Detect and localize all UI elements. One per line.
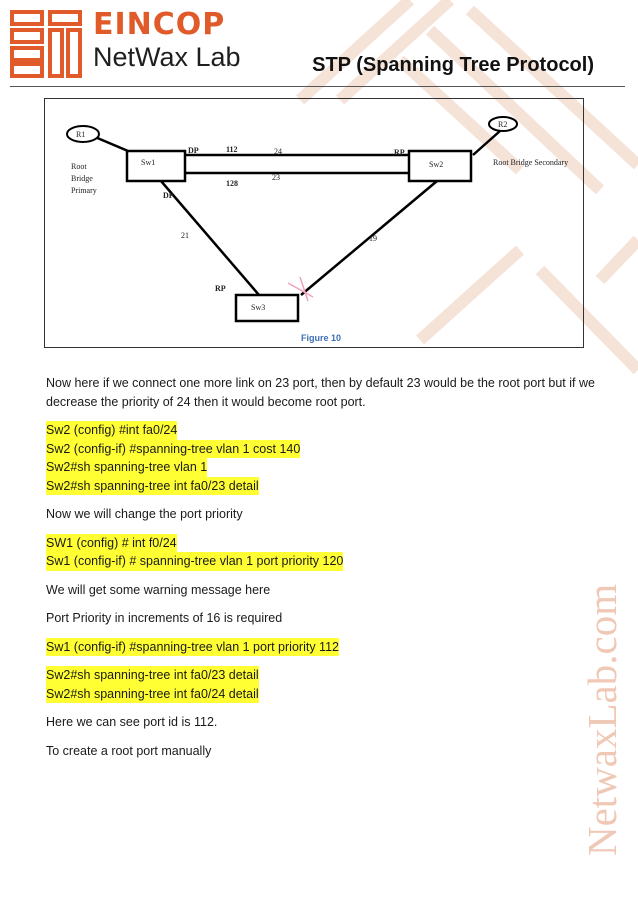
figure-caption: Figure 10	[301, 333, 342, 343]
command-block-3	[46, 638, 606, 657]
command-line: Sw2#sh spanning-tree int fa0/23 detail	[46, 477, 259, 496]
command-line: Sw1 (config-if) #spanning-tree vlan 1 port priority 112	[46, 638, 339, 657]
r1-label: R1	[76, 130, 86, 139]
brand-name-top: EINCOP	[93, 7, 226, 42]
stp-topology-diagram	[45, 99, 583, 347]
brand-name-bottom: NetWax Lab	[93, 42, 241, 72]
root-label-line2: Bridge	[71, 174, 93, 183]
command-line: Sw2#sh spanning-tree int fa0/23 detail	[46, 666, 259, 685]
sw2-label: Sw2	[429, 160, 444, 169]
paragraph-warning: We will get some warning message here	[46, 582, 271, 597]
port-19-label: 19	[369, 234, 377, 243]
cost-112-label: 112	[226, 145, 238, 154]
command-line: Sw2#sh spanning-tree vlan 1	[46, 458, 207, 477]
link-r2-sw2	[473, 131, 500, 155]
dp-label-side: DP	[163, 191, 174, 200]
port-23-label: 23	[272, 173, 280, 182]
paragraph-change-priority: Now we will change the port priority	[46, 507, 243, 521]
link-sw1-sw3	[161, 181, 259, 295]
paragraph-port-23: Now here if we connect one more link on 23 port, then by default 23 would be the root port but if we decrease the priority of 24 then it would become root port.	[46, 376, 595, 409]
paragraph-root-port-manual: To create a root port manually	[46, 743, 212, 758]
command-block-4	[46, 666, 606, 703]
figure-network-diagram	[44, 98, 584, 348]
command-line: Sw1 (config-if) # spanning-tree vlan 1 port priority 120	[46, 552, 343, 571]
switch-sw1	[127, 151, 185, 181]
sw1-label: Sw1	[141, 158, 156, 167]
command-line: Sw2#sh spanning-tree int fa0/24 detail	[46, 685, 259, 704]
root-label-line1: Root	[71, 162, 87, 171]
document-body	[46, 374, 606, 760]
port-24-label: 24	[274, 147, 282, 156]
rp-label-sw3: RP	[215, 284, 226, 293]
port-21-label: 21	[181, 231, 189, 240]
eincop-logo-icon	[10, 10, 84, 78]
sw3-label: Sw3	[251, 303, 266, 312]
command-line: SW1 (config) # int f0/24	[46, 534, 177, 553]
header-divider	[10, 86, 625, 87]
dp-label-top: DP	[188, 146, 199, 155]
page-title: STP (Spanning Tree Protocol)	[312, 54, 594, 76]
root-label-line3: Primary	[71, 186, 97, 195]
link-r1-sw1	[95, 137, 128, 151]
secondary-root-label: Root Bridge Secondary	[493, 158, 569, 167]
command-block-1	[46, 421, 606, 495]
command-line: Sw2 (config-if) #spanning-tree vlan 1 cost 140	[46, 440, 300, 459]
watermark-text: NetwaxLab.com	[579, 583, 625, 856]
switch-sw3	[236, 295, 298, 321]
command-line: Sw2 (config) #int fa0/24	[46, 421, 177, 440]
paragraph-port-id: Here we can see port id is 112.	[46, 715, 218, 729]
paragraph-increments: Port Priority in increments of 16 is required	[46, 611, 283, 625]
cost-128-label: 128	[226, 179, 238, 188]
r2-label: R2	[498, 120, 508, 129]
command-block-2	[46, 534, 606, 571]
rp-label-sw2: RP	[394, 148, 405, 157]
